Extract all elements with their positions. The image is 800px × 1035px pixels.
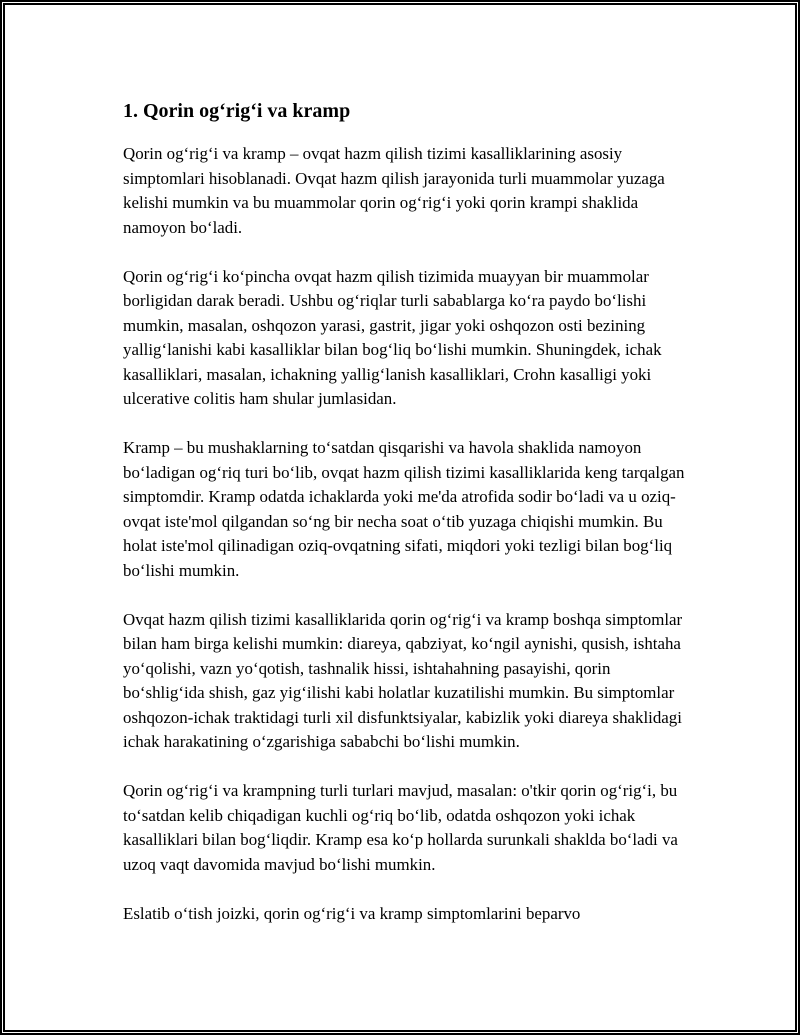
document-body xyxy=(123,97,693,951)
section-heading: 1. Qorin og‘rig‘i va kramp xyxy=(123,100,351,122)
paragraph: Ovqat hazm qilish tizimi kasalliklarida qorin og‘rig‘i va kramp boshqa simptomlar bilan ham birga kelishi mumkin: diareya, qabziyat, ko‘ngil aynishi, qusish, ishtaha yo‘qolishi, vazn yo‘qotish, tashnalik hissi, ishtahahning pasayishi, qorin bo‘shlig‘ida shish, gaz yig‘ilishi kabi holatlar kuzatilishi mumkin. Bu simptomlar oshqozon-ichak traktidagi turli xil disfunktsiyalar, kabizlik yoki diareya shaklidagi ichak harakatining o‘zgarishiga sababchi bo‘lishi mumkin. xyxy=(123,609,683,751)
paragraph: Qorin og‘rig‘i va kramp – ovqat hazm qilish tizimi kasalliklarining asosiy simptomlari hisoblanadi. Ovqat hazm qilish jarayonida turli muammolar yuzaga kelishi mumkin va bu muammolar qorin og‘rig‘i yoki qorin krampi shaklida namoyon bo‘ladi. xyxy=(123,144,665,237)
paragraph: Qorin og‘rig‘i va krampning turli turlari mavjud, masalan: o'tkir qorin og‘rig‘i, bu to‘satdan kelib chiqadigan kuchli og‘riq bo‘lib, odatda oshqozon yoki ichak kasalliklari bilan bog‘liqdir. Kramp esa ko‘p hollarda surunkali shaklda bo‘ladi va uzoq vaqt davomida mavjud bo‘lishi mumkin. xyxy=(123,781,678,874)
paragraph: Kramp – bu mushaklarning to‘satdan qisqarishi va havola shaklida namoyon bo‘ladigan og‘riq turi bo‘lib, ovqat hazm qilish tizimi kasalliklarida keng tarqalgan simptomdir. Kramp odatda ichaklarda yoki me'da atrofida sodir bo‘ladi va u oziq-ovqat iste'mol qilgandan so‘ng bir necha soat o‘tib yuzaga chiqishi mumkin. Bu holat iste'mol qilinadigan oziq-ovqatning sifati, miqdori yoki tezligi bilan bog‘liq bo‘lishi mumkin. xyxy=(123,438,685,580)
paragraph: Eslatib o‘tish joizki, qorin og‘rig‘i va kramp simptomlarini beparvo xyxy=(123,903,581,923)
paragraph: Qorin og‘rig‘i ko‘pincha ovqat hazm qilish tizimida muayyan bir muammolar borligidan darak beradi. Ushbu og‘riqlar turli sabablarga ko‘ra paydo bo‘lishi mumkin, masalan, oshqozon yarasi, gastrit, jigar yoki oshqozon osti bezining yallig‘lanishi kabi kasalliklar bilan bog‘liq bo‘lishi mumkin. Shuningdek, ichak kasalliklari, masalan, ichakning yallig‘lanish kasalliklari, Crohn kasalligi yoki ulcerative colitis ham shular jumlasidan. xyxy=(123,266,662,408)
